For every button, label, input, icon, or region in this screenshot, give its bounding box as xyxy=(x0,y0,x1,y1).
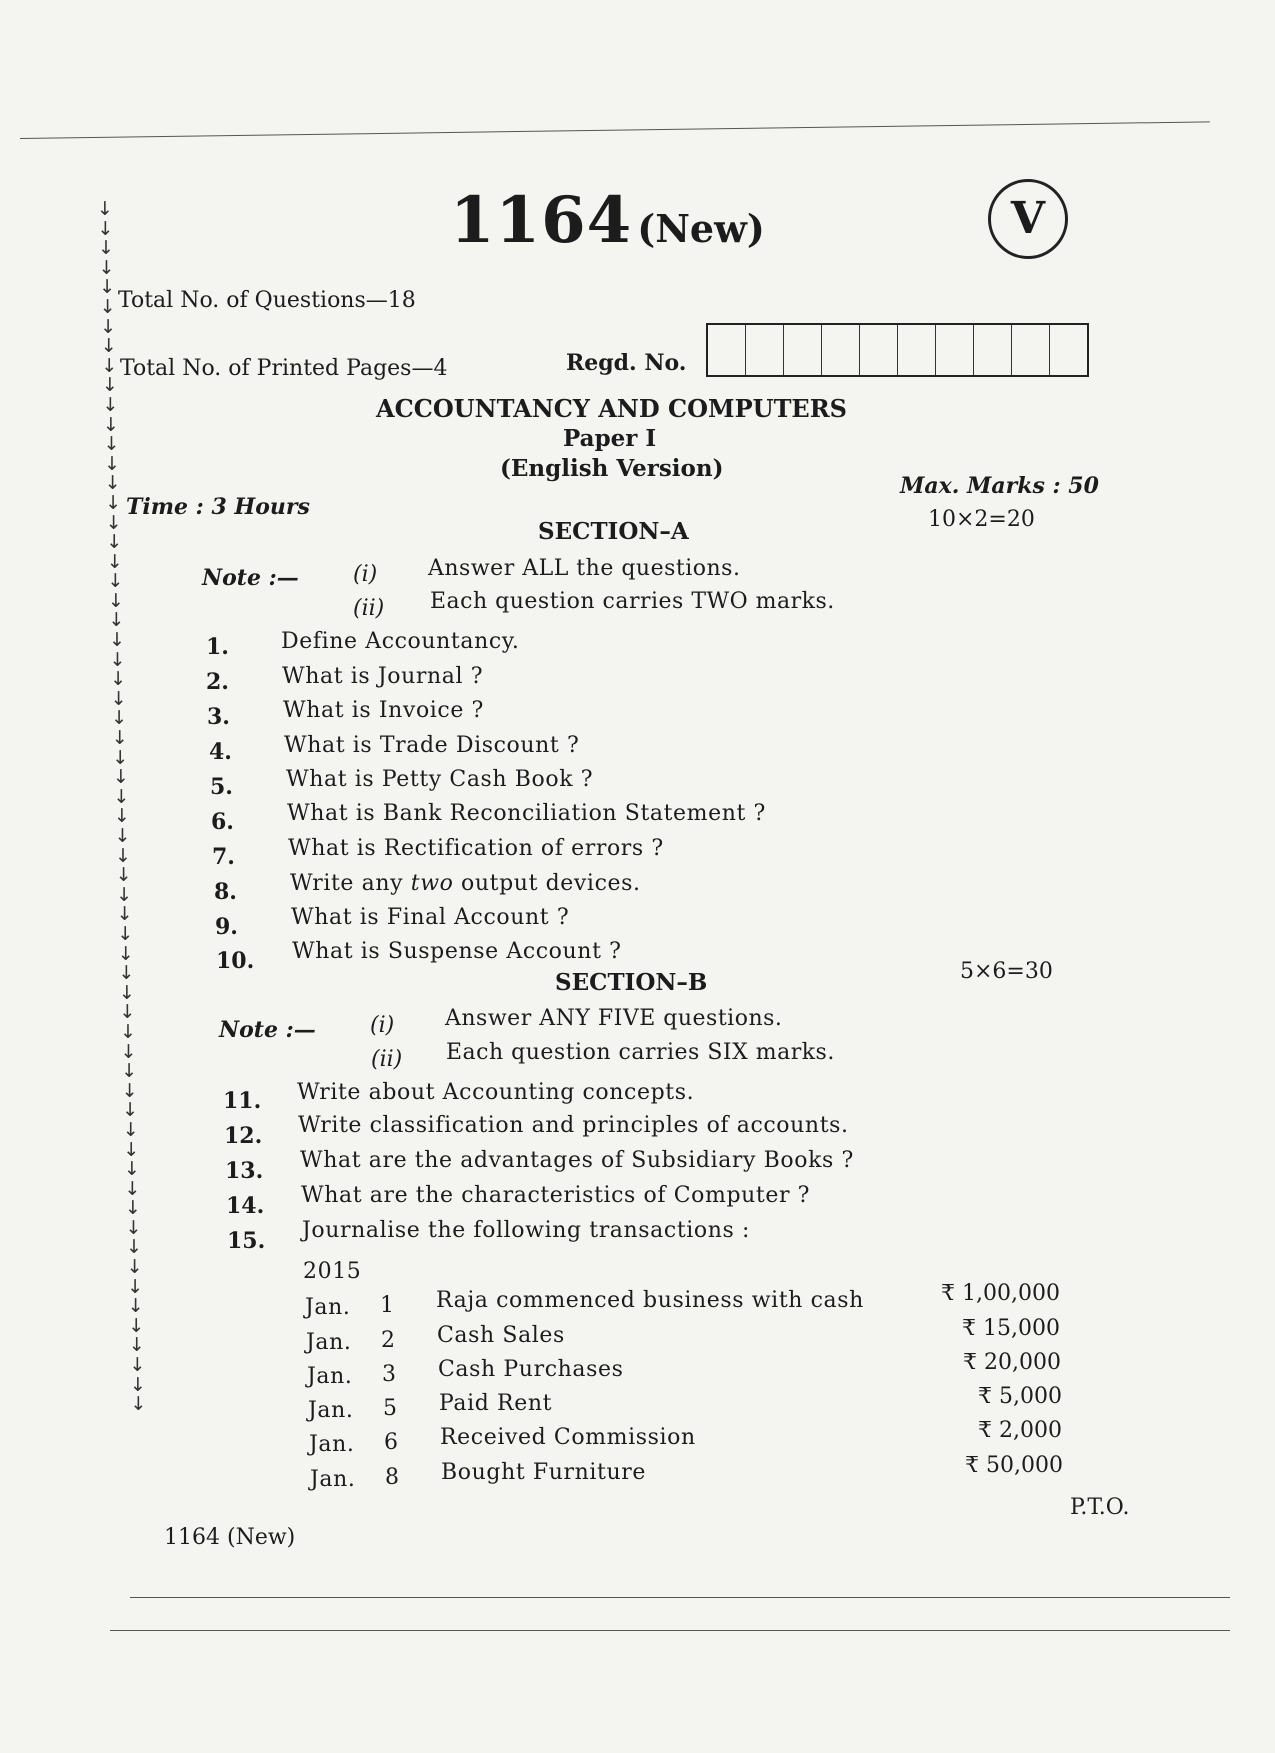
question-number: 8. xyxy=(214,879,237,905)
section-a-note-1: Answer ALL the questions. xyxy=(428,556,741,581)
regd-cell[interactable] xyxy=(708,325,746,375)
margin-arrow-icon: ↓ xyxy=(100,315,117,338)
subject-title: ACCOUNTANCY AND COMPUTERS xyxy=(376,394,847,423)
transaction-amount: ₹ 1,00,000 xyxy=(941,1281,1060,1306)
section-b-note-label: Note :— xyxy=(219,1017,316,1043)
transaction-description: Received Commission xyxy=(440,1425,696,1450)
question-text xyxy=(290,871,641,896)
margin-arrow-icon: ↓ xyxy=(120,1040,137,1063)
margin-arrow-icon: ↓ xyxy=(99,295,116,318)
question-text: What is Bank Reconciliation Statement ? xyxy=(287,801,766,826)
regd-cell[interactable] xyxy=(822,325,860,375)
margin-arrow-icon: ↓ xyxy=(100,335,117,358)
margin-arrow-icon: ↓ xyxy=(114,805,130,828)
top-rule xyxy=(20,121,1210,139)
margin-arrow-icon: ↓ xyxy=(109,648,126,671)
margin-arrow-icon: ↓ xyxy=(107,570,124,593)
margin-arrow-icon: ↓ xyxy=(103,413,119,436)
regd-cell[interactable] xyxy=(1012,325,1050,375)
regd-cell[interactable] xyxy=(746,325,784,375)
question-text: Write about Accounting concepts. xyxy=(297,1080,695,1105)
margin-arrow-icon: ↓ xyxy=(119,981,135,1004)
question-text: What is Rectification of errors ? xyxy=(288,836,664,861)
margin-arrow-icon: ↓ xyxy=(117,922,134,945)
margin-arrow-icon: ↓ xyxy=(123,1138,140,1161)
transaction-description: Bought Furniture xyxy=(441,1460,646,1485)
version-badge: V xyxy=(988,179,1068,259)
question-text-emphasis: two xyxy=(410,871,454,896)
transaction-month: Jan. xyxy=(307,1364,353,1389)
transaction-amount: ₹ 20,000 xyxy=(963,1350,1061,1375)
margin-arrow-icon: ↓ xyxy=(120,1020,137,1043)
section-b-note-1: Answer ANY FIVE questions. xyxy=(445,1006,783,1031)
section-a-title: SECTION–A xyxy=(538,518,689,545)
transaction-year: 2015 xyxy=(303,1259,362,1284)
question-number: 4. xyxy=(209,739,232,765)
regd-number-boxes[interactable] xyxy=(706,323,1089,377)
margin-arrow-icon: ↓ xyxy=(109,629,126,652)
question-text: What are the characteristics of Computer ? xyxy=(301,1183,811,1208)
question-text: Write classification and principles of accounts. xyxy=(298,1113,849,1138)
question-number: 11. xyxy=(223,1088,262,1114)
pto-label: P.T.O. xyxy=(1070,1495,1130,1520)
paper-code-suffix: (New) xyxy=(637,206,765,251)
transaction-day: 1 xyxy=(380,1293,395,1318)
margin-arrow-icon: ↓ xyxy=(111,727,128,750)
question-text: What is Invoice ? xyxy=(283,698,484,723)
regd-cell[interactable] xyxy=(860,325,898,375)
question-number: 10. xyxy=(216,948,255,974)
question-number: 3. xyxy=(207,704,230,730)
margin-arrow-icon: ↓ xyxy=(119,1001,136,1024)
paper-code-header xyxy=(450,183,765,258)
max-marks: Max. Marks : 50 xyxy=(900,473,1099,499)
margin-arrow-icon: ↓ xyxy=(102,393,119,416)
section-a-marks: 10×2=20 xyxy=(928,507,1035,532)
question-number: 15. xyxy=(227,1228,266,1254)
margin-arrow-icon: ↓ xyxy=(117,942,134,965)
margin-arrow-icon: ↓ xyxy=(116,883,133,906)
question-text-part: Write any xyxy=(290,871,411,896)
regd-cell[interactable] xyxy=(898,325,936,375)
time-allowed: Time : 3 Hours xyxy=(126,494,310,520)
margin-arrow-icon: ↓ xyxy=(115,864,132,887)
section-b-note-2: Each question carries SIX marks. xyxy=(446,1040,835,1065)
transaction-description: Cash Sales xyxy=(437,1323,565,1348)
question-number: 5. xyxy=(210,774,233,800)
transaction-month: Jan. xyxy=(309,1432,355,1457)
margin-arrow-icon: ↓ xyxy=(98,256,115,279)
margin-arrow-icon: ↓ xyxy=(104,452,121,475)
section-a-note-roman-2: (ii) xyxy=(353,596,385,621)
margin-arrow-icon: ↓ xyxy=(106,531,123,554)
transaction-amount: ₹ 50,000 xyxy=(965,1453,1063,1478)
margin-arrow-icon: ↓ xyxy=(108,589,124,612)
margin-arrow-icon: ↓ xyxy=(125,1216,142,1239)
margin-arrow-icon: ↓ xyxy=(98,237,115,260)
margin-arrow-icon: ↓ xyxy=(106,550,123,573)
regd-cell[interactable] xyxy=(936,325,974,375)
footer-code: 1164 (New) xyxy=(164,1525,296,1550)
question-number: 1. xyxy=(206,634,229,660)
total-questions: Total No. of Questions—18 xyxy=(118,288,416,313)
transaction-amount: ₹ 5,000 xyxy=(978,1384,1062,1409)
question-number: 6. xyxy=(211,809,234,835)
section-a-note-label: Note :— xyxy=(202,565,299,591)
regd-cell[interactable] xyxy=(1050,325,1087,375)
section-a-note-roman-1: (i) xyxy=(353,562,378,587)
question-text: What is Trade Discount ? xyxy=(284,733,580,758)
transaction-month: Jan. xyxy=(306,1330,352,1355)
margin-arrow-icon: ↓ xyxy=(110,687,127,710)
transaction-amount: ₹ 15,000 xyxy=(962,1316,1060,1341)
margin-arrow-icon: ↓ xyxy=(118,962,135,985)
bottom-rule xyxy=(130,1597,1230,1598)
transaction-month: Jan. xyxy=(310,1467,356,1492)
transaction-day: 8 xyxy=(385,1465,400,1490)
bottom-rule-2 xyxy=(110,1630,1230,1631)
transaction-description: Raja commenced business with cash xyxy=(436,1288,864,1313)
margin-arrow-icon: ↓ xyxy=(123,1158,140,1181)
transaction-amount: ₹ 2,000 xyxy=(978,1418,1062,1443)
question-text: What is Suspense Account ? xyxy=(292,939,622,964)
paper-code: 1164 xyxy=(450,183,633,258)
margin-arrow-icon: ↓ xyxy=(110,668,127,691)
margin-arrow-icon: ↓ xyxy=(114,825,131,847)
regd-cell[interactable] xyxy=(784,325,822,375)
regd-label: Regd. No. xyxy=(566,350,687,376)
transaction-description: Cash Purchases xyxy=(438,1357,624,1382)
margin-arrow-icon: ↓ xyxy=(101,354,118,377)
question-text-part: output devices. xyxy=(453,871,641,896)
section-b-note-roman-2: (ii) xyxy=(371,1047,403,1072)
question-text: Define Accountancy. xyxy=(281,629,520,654)
transaction-day: 5 xyxy=(383,1396,398,1421)
question-number: 13. xyxy=(225,1158,264,1184)
margin-arrow-icon: ↓ xyxy=(124,1177,141,1200)
question-text: What are the advantages of Subsidiary Books ? xyxy=(300,1148,854,1173)
margin-arrow-icon: ↓ xyxy=(115,844,132,867)
margin-arrow-icon: ↓ xyxy=(122,1099,139,1122)
margin-arrow-icon: ↓ xyxy=(116,903,133,926)
margin-arrow-icon: ↓ xyxy=(99,276,116,299)
regd-cell[interactable] xyxy=(974,325,1012,375)
question-text: What is Final Account ? xyxy=(291,905,570,930)
section-b-title: SECTION–B xyxy=(555,969,708,996)
question-text: What is Petty Cash Book ? xyxy=(286,767,594,792)
question-number: 12. xyxy=(224,1123,263,1149)
question-text: Journalise the following transactions : xyxy=(302,1218,751,1243)
margin-arrow-icon: ↓ xyxy=(103,433,120,456)
question-number: 7. xyxy=(212,844,235,870)
margin-arrow-icon: ↓ xyxy=(113,785,130,808)
transaction-month: Jan. xyxy=(305,1295,351,1320)
margin-arrow-icon: ↓ xyxy=(101,374,118,397)
question-number: 14. xyxy=(226,1193,265,1219)
margin-arrow-icon: ↓ xyxy=(105,491,122,514)
margin-arrow-icon: ↓ xyxy=(121,1060,138,1083)
margin-arrow-icon: ↓ xyxy=(126,1236,143,1259)
margin-arrow-icon: ↓ xyxy=(122,1118,139,1141)
margin-arrow-icon: ↓ xyxy=(104,472,121,495)
margin-arrow-icon: ↓ xyxy=(126,1256,143,1279)
margin-arrow-icon: ↓ xyxy=(111,707,128,730)
margin-arrow-icon: ↓ xyxy=(108,609,125,632)
margin-arrow-icon: ↓ xyxy=(97,217,114,240)
paper-language: (English Version) xyxy=(500,455,724,482)
margin-arrow-icon: ↓ xyxy=(125,1197,141,1220)
transaction-day: 2 xyxy=(381,1328,396,1353)
margin-arrow-icon: ↓ xyxy=(112,746,129,769)
margin-arrow-icon: ↓ xyxy=(112,766,129,789)
margin-arrows: ↓ ↓ ↓ ↓ ↓ ↓ ↓ ↓ ↓ ↓ ↓ ↓ ↓ ↓ ↓ ↓ ↓ ↓ ↓ ↓ ↓ ↓ ↓ ↓ ↓ ↓ ↓ ↓ ↓ ↓ ↓ ↓ ↓ ↓ ↓ ↓ ↓ ↓ ↓ ↓ ↓ ↓ ↓ ↓ ↓ ↓ ↓ ↓ ↓ ↓ ↓ ↓ ↓ ↓ ↓ ↓ ↓ ↓ ↓ ↓ ↓ ↓ xyxy=(97,198,147,1416)
transaction-day: 3 xyxy=(382,1362,397,1387)
transaction-day: 6 xyxy=(384,1430,399,1455)
question-number: 9. xyxy=(215,914,238,940)
question-text: What is Journal ? xyxy=(282,664,484,689)
transaction-description: Paid Rent xyxy=(439,1391,553,1416)
margin-arrow-icon: ↓ xyxy=(121,1079,138,1102)
section-b-marks: 5×6=30 xyxy=(960,959,1053,984)
section-a-note-2: Each question carries TWO marks. xyxy=(430,589,835,614)
transaction-month: Jan. xyxy=(308,1398,354,1423)
paper-number: Paper I xyxy=(563,425,657,452)
question-number: 2. xyxy=(206,669,229,695)
margin-arrow-icon: ↓ xyxy=(105,511,122,534)
section-b-note-roman-1: (i) xyxy=(370,1013,395,1038)
total-pages: Total No. of Printed Pages—4 xyxy=(120,356,448,381)
